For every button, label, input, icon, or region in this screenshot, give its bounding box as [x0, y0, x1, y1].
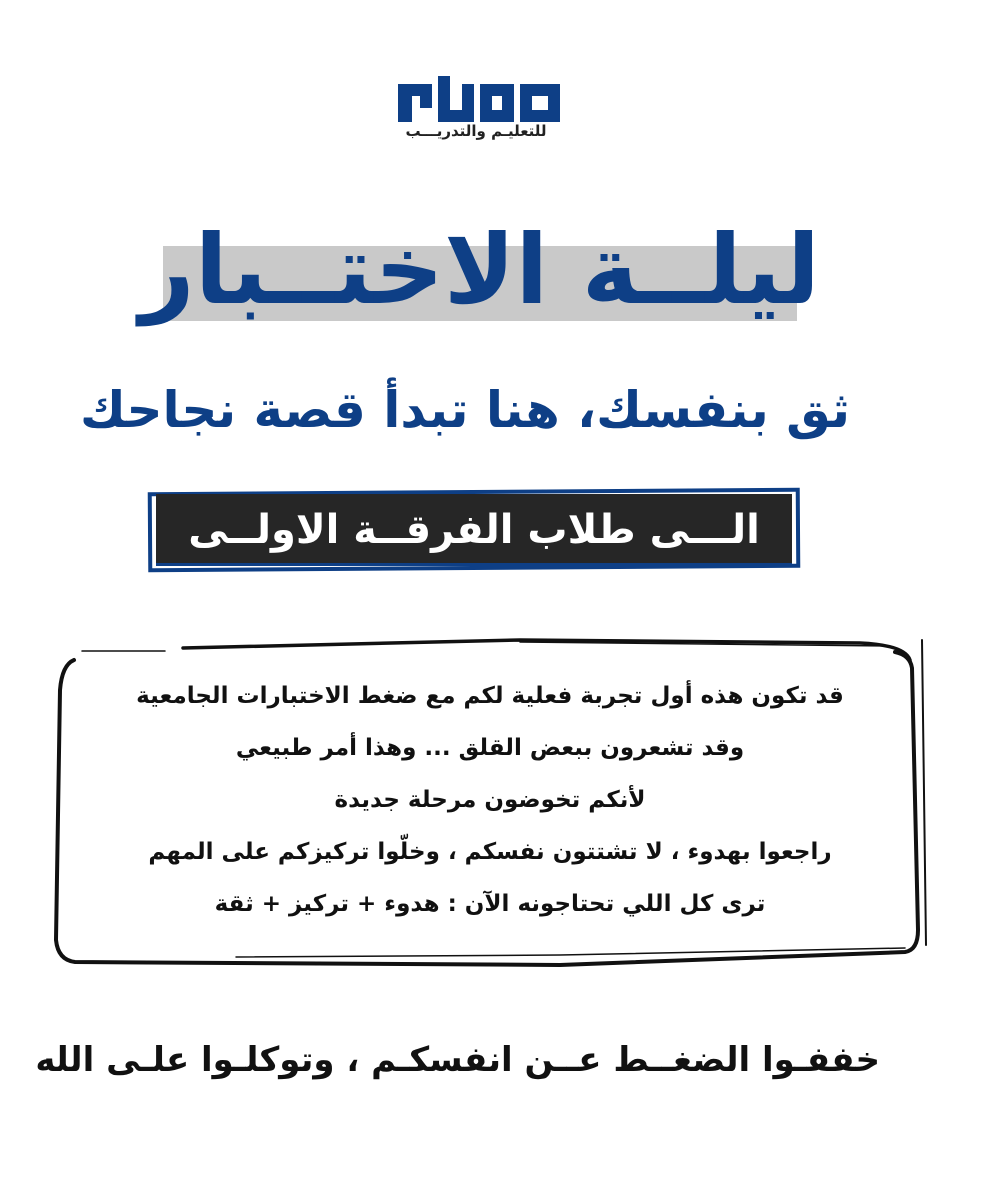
page-title: ليلــة الاختــبار: [139, 214, 820, 326]
closing-message: خففـوا الضغــط عــن انفسكـم ، وتوكلـوا علـى الله: [35, 1040, 880, 1080]
message-line: وقد تشعرون ببعض القلق ... وهذا أمر طبيعي: [235, 735, 745, 761]
message-line: راجعوا بهدوء ، لا تشتتون نفسكم ، وخلّوا تركيزكم على المهم: [148, 839, 832, 865]
logo-tagline: للتعليـم والتدريـــب: [405, 122, 547, 140]
message-line: ترى كل اللي تحتاجونه الآن : هدوء + تركيز + ثقة: [214, 891, 766, 917]
message-body: [80, 670, 900, 930]
audience-banner-text: الـــى طلاب الفرقــة الاولــى: [188, 507, 760, 553]
page-subtitle: ثق بنفسك، هنا تبدأ قصة نجاحك: [79, 381, 850, 439]
message-line: قد تكون هذه أول تجربة فعلية لكم مع ضغط الاختبارات الجامعية: [136, 683, 844, 709]
message-line: لأنكم تخوضون مرحلة جديدة: [334, 787, 646, 813]
